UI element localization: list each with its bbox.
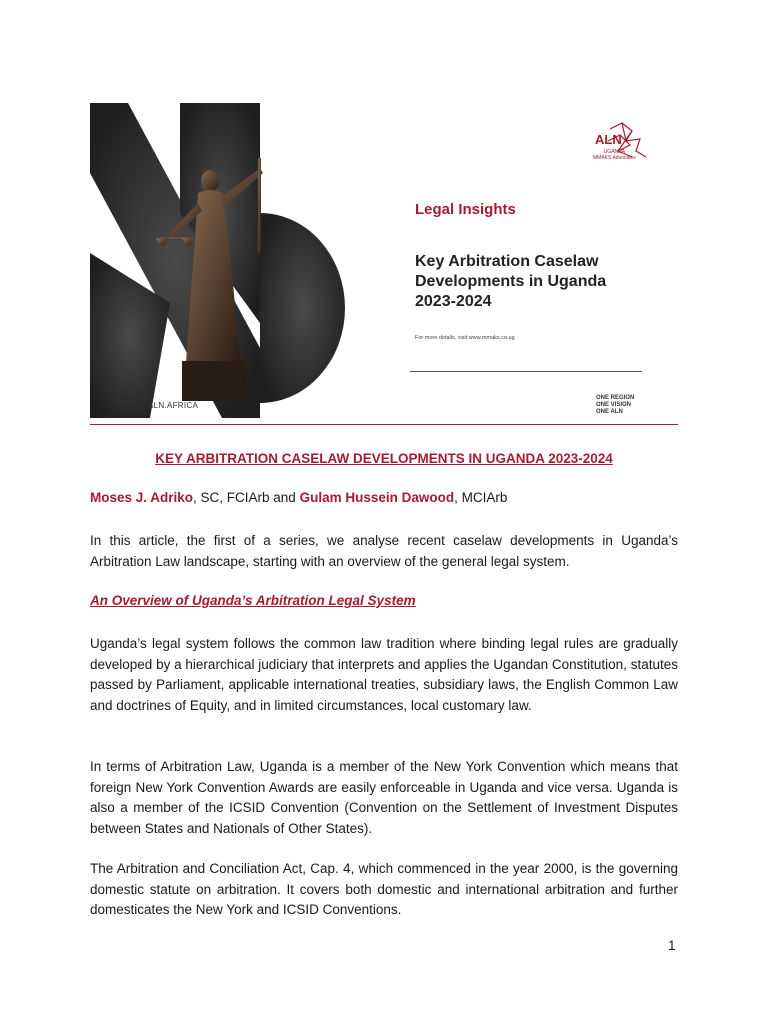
article-title: KEY ARBITRATION CASELAW DEVELOPMENTS IN UGANDA 2023-2024 — [155, 451, 613, 466]
cover-tagline — [596, 395, 634, 416]
cover-title-line: Developments in Uganda — [415, 273, 607, 290]
author-name: Gulam Hussein Dawood — [299, 490, 455, 505]
aln-logo-text: ALN — [595, 132, 622, 147]
author-credentials: , SC, FCIArb and — [193, 490, 300, 505]
page-number: 1 — [668, 938, 676, 953]
logo-firm: MMAKS Advocates — [593, 155, 636, 161]
intro-paragraph: In this article, the first of a series, we analyse recent caselaw developments in Uganda’s Arbitration Law landscape, starting with an overview of the general legal system. — [90, 533, 678, 569]
cover-divider — [410, 371, 642, 372]
lady-justice-hero-image — [90, 103, 350, 418]
author-name: Moses J. Adriko — [90, 490, 194, 505]
aln-africa-caption: ALN.AFRICA — [148, 401, 199, 410]
cover-kicker: Legal Insights — [415, 201, 516, 218]
tagline-line: ONE ALN — [596, 409, 623, 415]
tagline-line: ONE VISION — [596, 402, 632, 408]
section-heading: An Overview of Uganda’s Arbitration Legal System — [90, 593, 416, 608]
body-paragraph: The Arbitration and Conciliation Act, Cap. 4, which commenced in the year 2000, is the governing domestic statute on arbitration. It covers both domestic and international arbitration and further domesticates the New York and ICSID Conventions. — [90, 861, 678, 917]
cover-website-link[interactable]: For more details, visit www.mmaks.co.ug — [415, 335, 515, 341]
cover-title-line: 2023-2024 — [415, 293, 492, 310]
tagline-line: ONE REGION — [596, 395, 635, 401]
cover-title-line: Key Arbitration Caselaw — [415, 253, 599, 270]
aln-logo-subtitle — [593, 149, 636, 161]
cover-banner — [90, 103, 678, 418]
body-paragraph: In terms of Arbitration Law, Uganda is a member of the New York Convention which means that foreign New York Convention Awards are easily enforceable in Uganda and vice versa. Uganda is also a member of the ICSID Convention (Convention on the Settlement of Investment Disputes between States and Nationals of Other States). — [90, 759, 678, 836]
author-credentials: , MCIArb — [454, 490, 508, 505]
header-divider — [90, 424, 678, 425]
body-paragraph: Uganda’s legal system follows the common law tradition where binding legal rules are gradually developed by a hierarchical judiciary that interprets and applies the Ugandan Constitution, statutes passed by Parliament, applicable international treaties, subsidiary laws, the English Common Law and doctrines of Equity, and in limited circumstances, local customary law. — [90, 636, 678, 713]
author-line — [90, 490, 507, 505]
cover-title — [415, 252, 645, 312]
logo-country: UGANDA — [603, 149, 626, 155]
